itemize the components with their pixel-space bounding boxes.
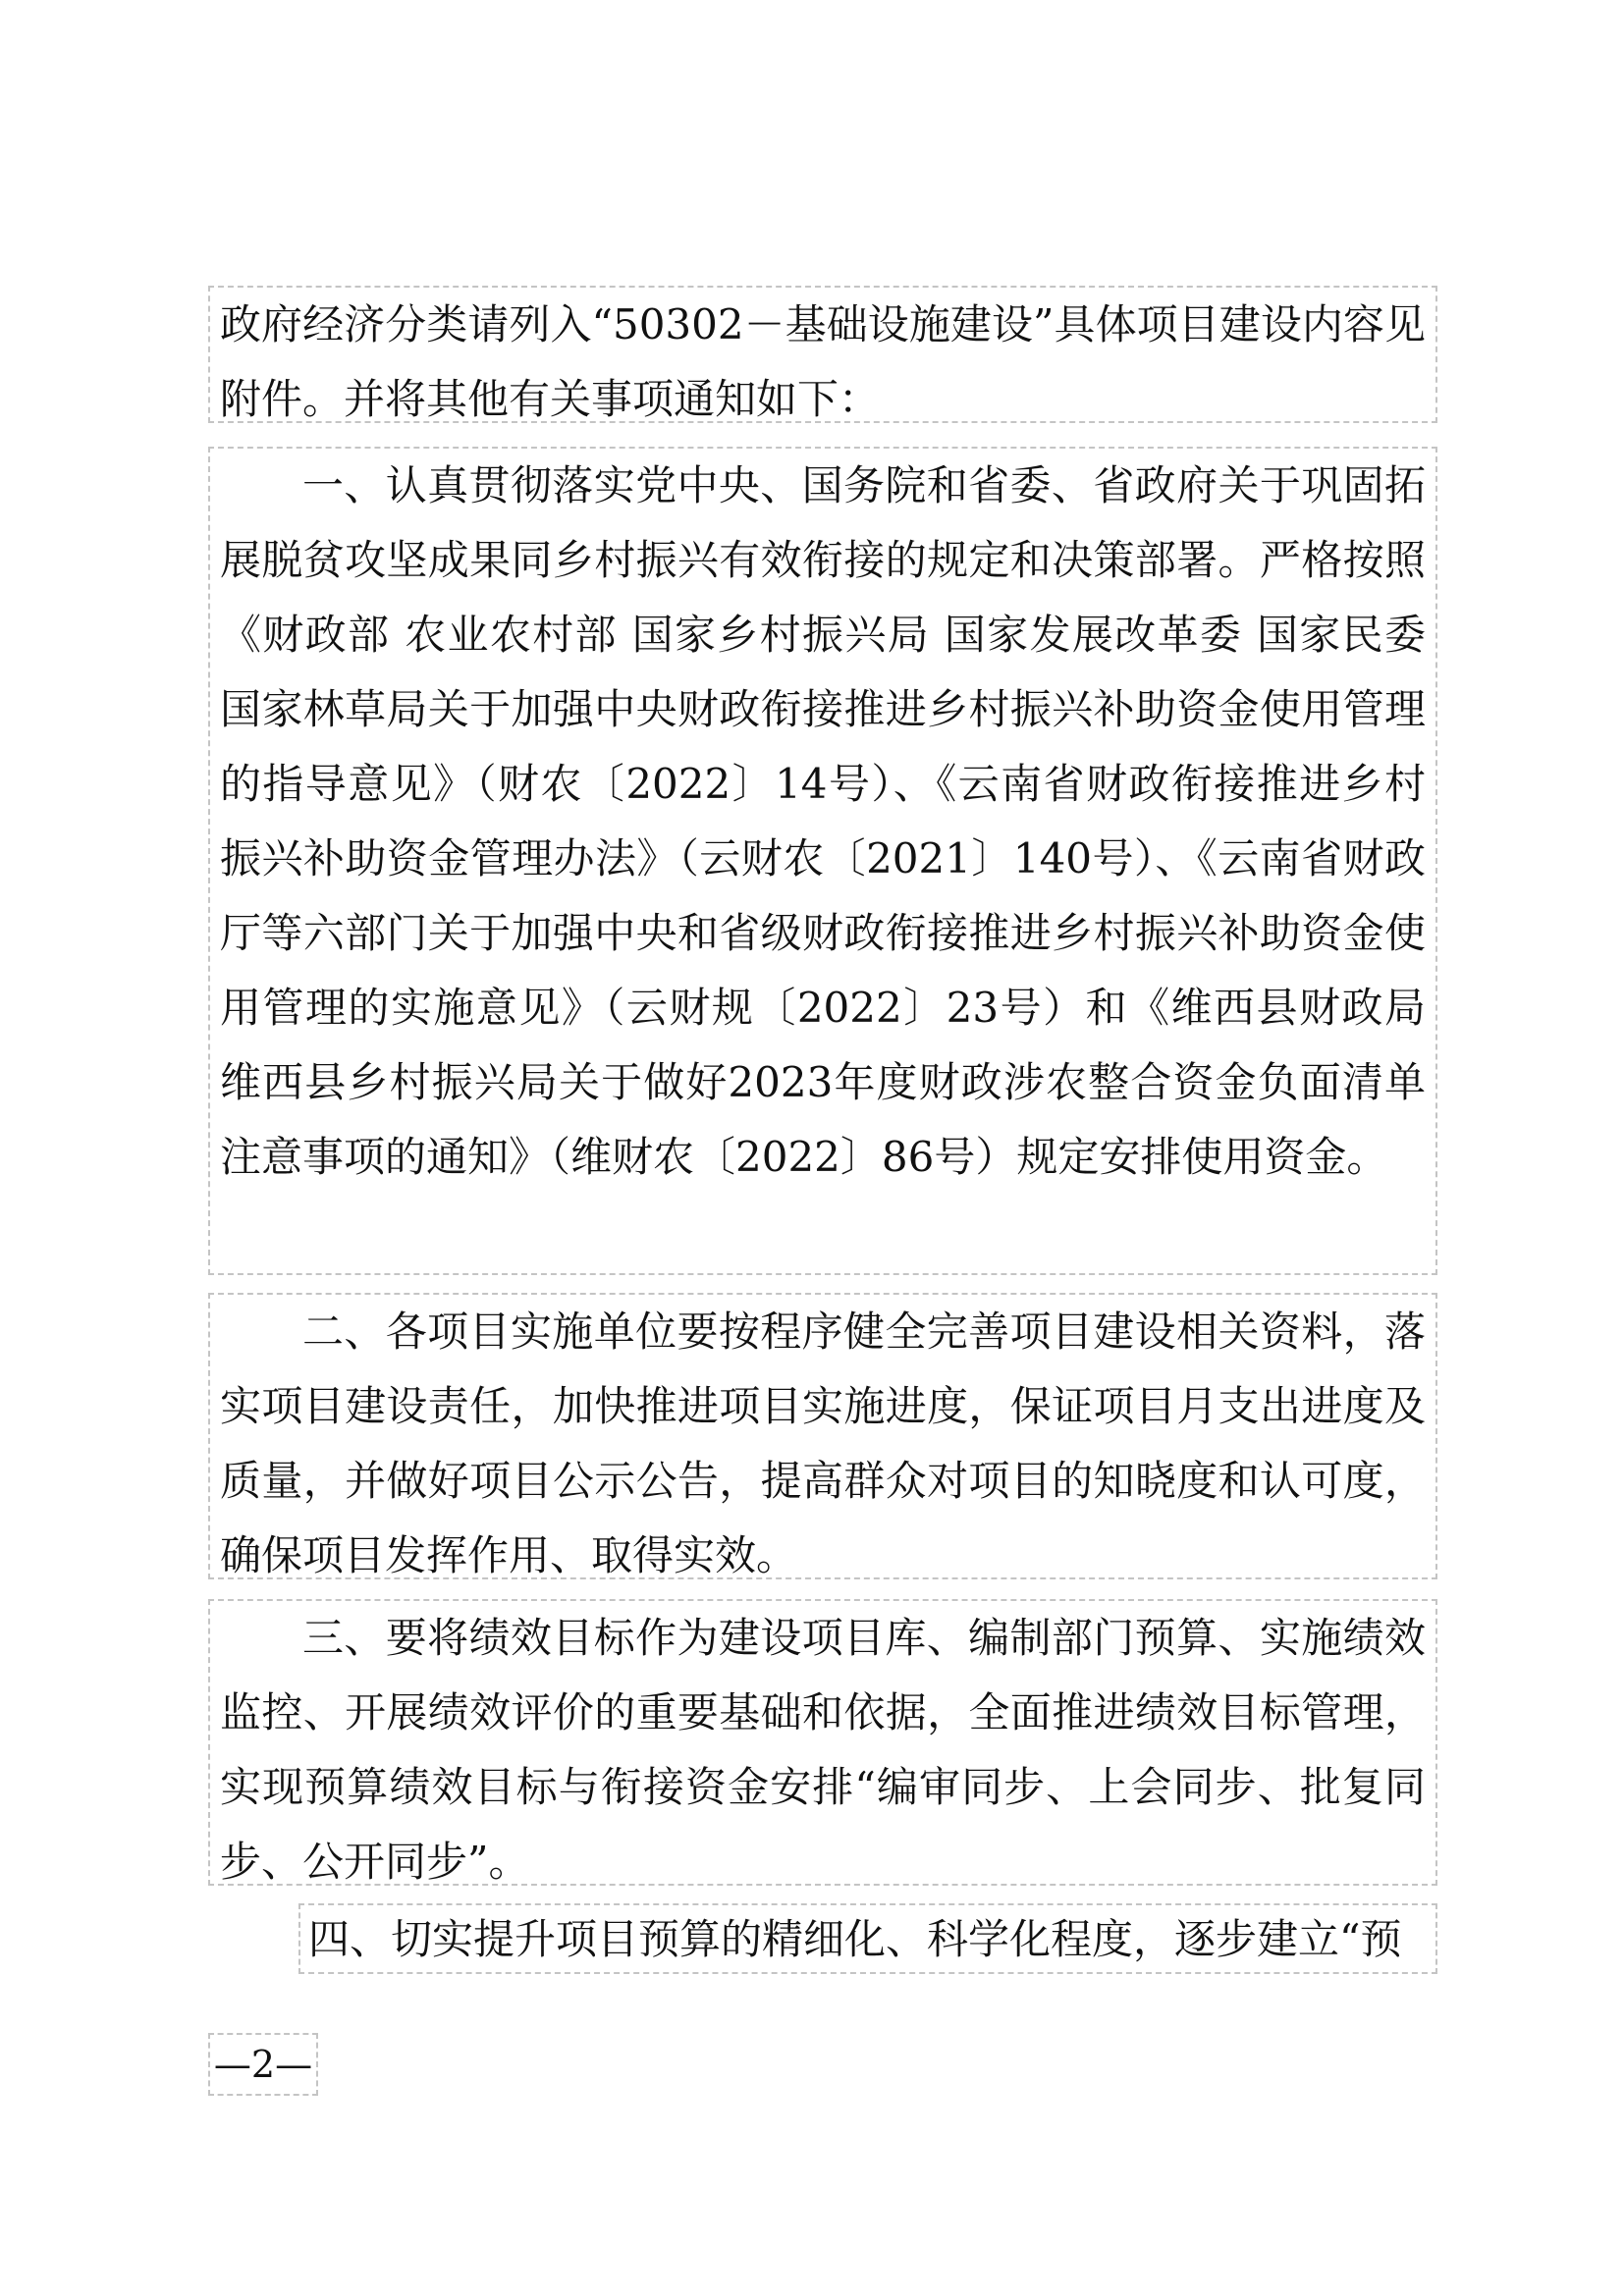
paragraph-1: 一、认真贯彻落实党中央、国务院和省委、省政府关于巩固拓展脱贫攻坚成果同乡村振兴有效衔接的规定和决策部署。严格按照《财政部 农业农村部 国家乡村振兴局 国家发展改革委 国家民委 国家林草局关于加强中央财政衔接推进乡村振兴补助资金使用管理的指导意见》（财农〔2022〕14号）、《云南省财政衔接推进乡村振兴补助资金管理办法》（云财农〔2021〕140号）、《云南省财政厅等六部门关于加强中央和省级财政衔接推进乡村振兴补助资金使用管理的实施意见》（云财规〔2022〕23号）和《维西县财政局 维西县乡村振兴局关于做好2023年度财政涉农整合资金负面清单注意事项的通知》（维财农〔2022〕86号）规定安排使用资金。 bbox=[208, 447, 1437, 1275]
page-number: —2— bbox=[208, 2033, 318, 2096]
paragraph-2: 二、各项目实施单位要按程序健全完善项目建设相关资料，落实项目建设责任，加快推进项目实施进度，保证项目月支出进度及质量，并做好项目公示公告，提高群众对项目的知晓度和认可度，确保项目发挥作用、取得实效。 bbox=[208, 1293, 1437, 1579]
paragraph-4: 四、切实提升项目预算的精细化、科学化程度，逐步建立“预 bbox=[298, 1903, 1437, 1974]
intro-text: 政府经济分类请列入“50302－基础设施建设”具体项目建设内容见附件。并将其他有关事项通知如下： bbox=[208, 286, 1437, 423]
paragraph-3: 三、要将绩效目标作为建设项目库、编制部门预算、实施绩效监控、开展绩效评价的重要基础和依据，全面推进绩效目标管理，实现预算绩效目标与衔接资金安排“编审同步、上会同步、批复同步、公开同步”。 bbox=[208, 1599, 1437, 1886]
